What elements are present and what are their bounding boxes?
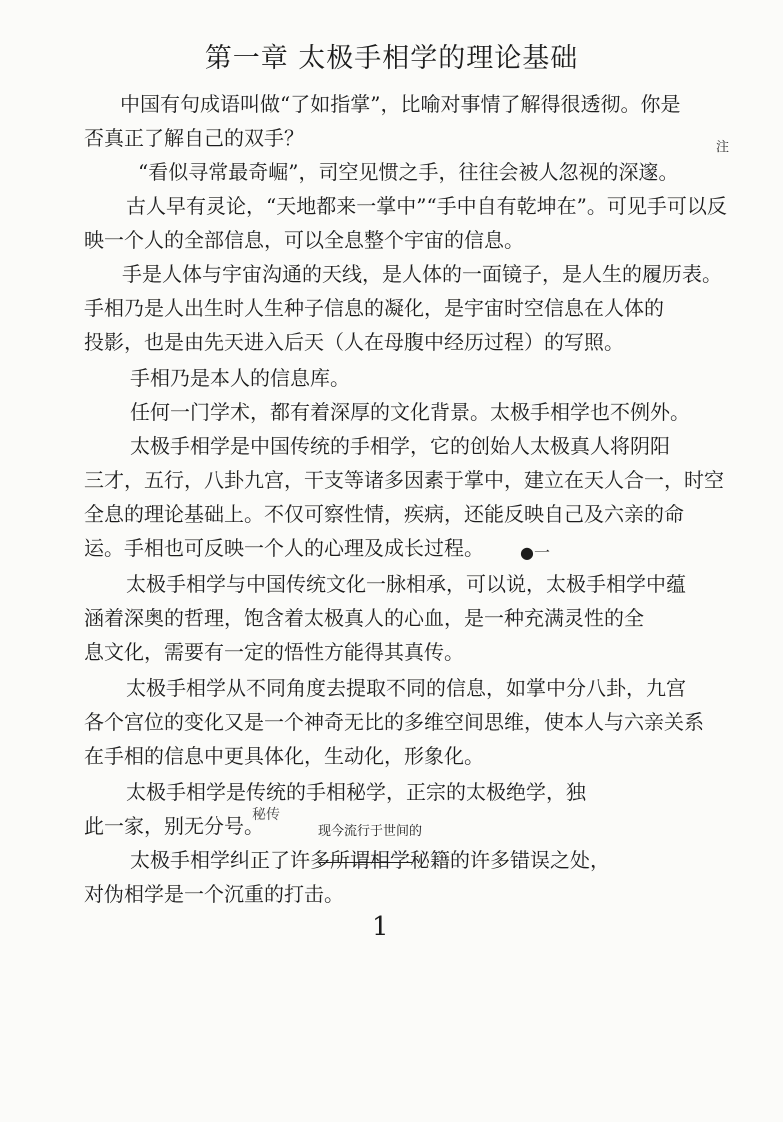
- text-line: 古人早有灵论，“天地都来一掌中”“手中自有乾坤在”。可见手可以反: [126, 194, 727, 218]
- tail-note: ●一: [520, 543, 550, 562]
- text-line: 太极手相学是传统的手相秘学，正宗的太极绝学，独: [126, 780, 586, 804]
- text-line: 映一个人的全部信息，可以全息整个宇宙的信息。: [84, 228, 524, 252]
- text-line: 各个宫位的变化又是一个神奇无比的多维空间思维，使本人与六亲关系: [84, 710, 704, 734]
- text-line: 全息的理论基础上。不仅可察性情，疾病，还能反映自己及六亲的命: [84, 502, 684, 526]
- text-line: 对伪相学是一个沉重的打击。: [84, 882, 344, 906]
- text-line: 太极手相学从不同角度去提取不同的信息，如掌中分八卦，九宫: [126, 676, 686, 700]
- text-line: 投影，也是由先天进入后天（人在母腹中经历过程）的写照。: [84, 330, 624, 354]
- text-line: 运。手相也可反映一个人的心理及成长过程。: [84, 536, 484, 560]
- text-line: 任何一门学术，都有着深厚的文化背景。太极手相学也不例外。: [130, 400, 690, 424]
- text-line: 在手相的信息中更具体化，生动化，形象化。: [84, 744, 484, 768]
- text-line: 此一家，别无分号。: [84, 814, 264, 838]
- text-line: 中国有句成语叫做“了如指掌”，比喻对事情了解得很透彻。你是: [120, 92, 681, 116]
- text-line: 太极手相学是中国传统的手相学，它的创始人太极真人将阴阳: [130, 434, 670, 458]
- page-number: 1: [372, 912, 389, 942]
- strike-through-mark: [318, 862, 412, 863]
- text-line: 太极手相学与中国传统文化一脉相承，可以说，太极手相学中蕴: [126, 572, 686, 596]
- insertion-note: 现今流行于世间的: [318, 824, 423, 839]
- text-line: 手是人体与宇宙沟通的天线，是人体的一面镜子，是人生的履历表。: [122, 262, 722, 286]
- text-line: 手相乃是人出生时人生种子信息的凝化，是宇宙时空信息在人体的: [84, 296, 664, 320]
- struck-word: 秘传: [252, 807, 280, 823]
- text-line: 息文化，需要有一定的悟性方能得其真传。: [84, 640, 464, 664]
- chapter-title: 第一章 太极手相学的理论基础: [204, 43, 579, 74]
- text-line: “看似寻常最奇崛”，司空见惯之手，往往会被人忽视的深邃。: [138, 160, 679, 184]
- text-line: 涵着深奥的哲理，饱含着太极真人的心血，是一种充满灵性的全: [84, 606, 644, 630]
- text-line: 手相乃是本人的信息库。: [130, 366, 350, 390]
- margin-note: 注: [716, 140, 730, 155]
- text-line: 三才，五行，八卦九宫，干支等诸多因素于掌中，建立在天人合一，时空: [84, 468, 724, 492]
- text-line: 否真正了解自己的双手？: [84, 126, 304, 150]
- text-line: 太极手相学纠正了许多所谓相学秘籍的许多错误之处，: [130, 848, 610, 872]
